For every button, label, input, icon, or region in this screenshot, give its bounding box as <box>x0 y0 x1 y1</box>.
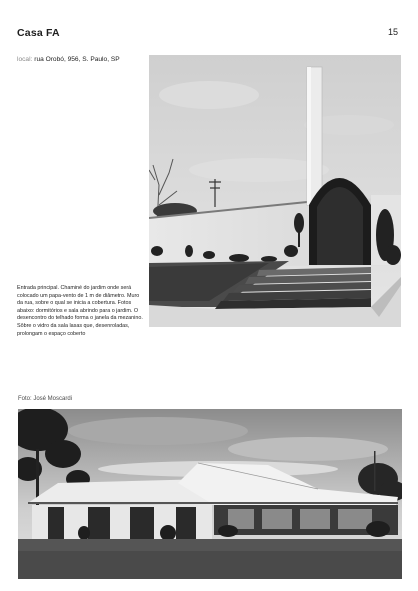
page-number: 15 <box>387 27 398 37</box>
photo-main-entrance <box>149 55 401 327</box>
photo-garden-facade <box>18 409 402 579</box>
location-address: rua Orobó, 956, S. Paulo, SP <box>34 56 120 63</box>
photo-credit: Foto: José Moscardi <box>18 396 73 402</box>
location-label: local: <box>17 56 33 63</box>
photo-caption: Entrada principal. Chaminé do jardim onde será colocado um papa-vento de 1 m de diâmetro. Muro da rua, sobre o qual se inicia a cobertura. Fotos abaixo: dormitórios e sala abrindo para o jardim. O desencontro do telhado forma o janela da mezanino. Sôbre o vidro da sala lasas que, desenroladas, prolongam o espaço coberto <box>17 285 143 337</box>
location-line <box>17 56 120 63</box>
page-title: Casa FA <box>17 27 60 39</box>
